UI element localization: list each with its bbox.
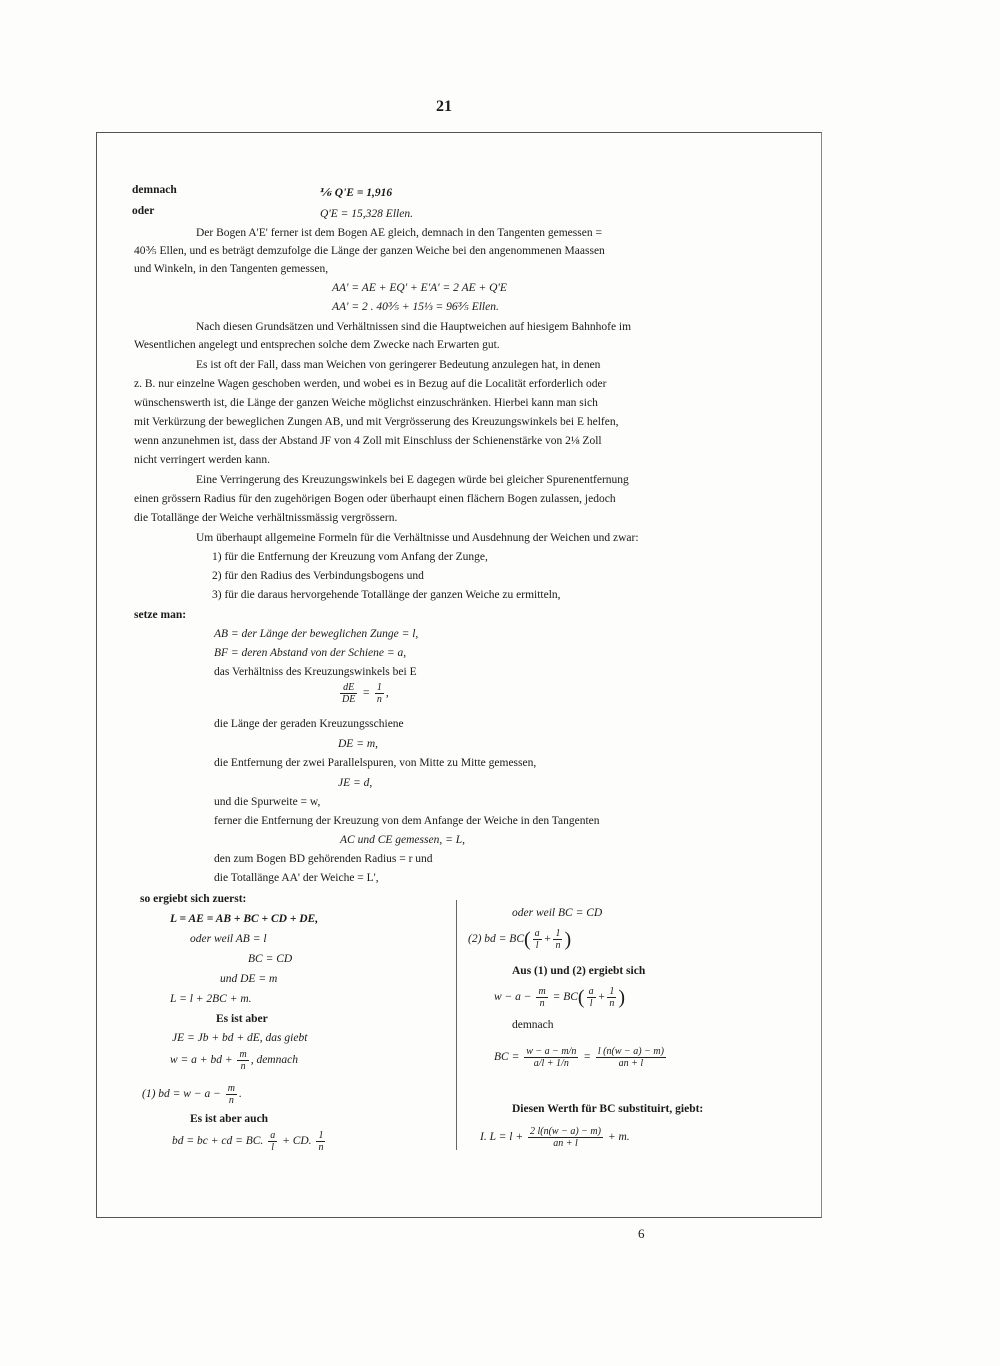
bd-fraction: $\frac{m}{n}$ [227,1083,235,1106]
a-over-l-fraction-right: $\frac{a}{l}$ [534,928,540,951]
eq-i-l: I. L = l + $\frac{2 l(n(w - a) - m)}{an + l}$ + m. [480,1126,630,1149]
eq-l-2bc: L = l + 2BC + m. [170,993,252,1005]
def-ac-ce: AC und CE gemessen, = L, [340,834,465,846]
eq-oder-weil-bc: oder weil BC = CD [512,907,603,919]
text-es-ist-aber: Es ist aber [216,1013,268,1025]
def-ratio-formula: $\frac{dE}{DE}$ = $\frac{1}{n}$ , [342,682,389,705]
def-ratio-text: das Verhältniss des Kreuzungswinkels bei E [214,666,417,678]
def-spurweite: und die Spurweite = w, [214,796,321,808]
one-over-n-fraction: $\frac{1}{n}$ [318,1130,324,1153]
list-item-3: 3) für die daraus hervorgehende Totallänge der ganzen Weiche zu ermitteln, [212,589,561,601]
def-bf: BF = deren Abstand von der Schiene = a, [214,647,407,659]
page-number: 21 [436,98,452,115]
text-aus-1-und-2: Aus (1) und (2) ergiebt sich [512,965,646,977]
def-de: DE = m, [338,738,379,750]
list-item-2: 2) für den Radius des Verbindungsbogens und [212,570,424,582]
eq-2-bd: (2) bd = BC( $\frac{a}{l}$ + $\frac{1}{n}$ ) [468,928,572,951]
label-demnach: demnach [132,184,177,196]
para5: Um überhaupt allgemeine Formeln für die Verhältnisse und Ausdehnung der Weichen und zwar: [196,532,639,544]
text-diesen-werth: Diesen Werth für BC substituirt, giebt: [512,1103,704,1115]
def-totallaenge: die Totallänge AA' der Weiche = L', [214,872,379,884]
so-ergiebt: so ergiebt sich zuerst: [140,893,247,905]
eq-l-sum: L = AE = AB + BC + CD + DE, [170,913,319,925]
para2-line1: Nach diesen Grundsätzen und Verhältnissen sind die Hauptweichen auf hiesigem Bahnhofe im [196,321,632,333]
eq-bd-bc-cd: bd = bc + cd = BC. $\frac{a}{l}$ + CD. $\frac{1}{n}$ [172,1130,324,1153]
para3-line1: Es ist oft der Fall, dass man Weichen von geringerer Bedeutung anzulegen hat, in denen [196,359,601,371]
def-entfernung: ferner die Entfernung der Kreuzung von dem Anfange der Weiche in den Tangenten [214,815,600,827]
para3-line3: wünschenswerth ist, die Länge der ganzen Weiche möglichst einzuschränken. Hierbei kann man sich [134,397,598,409]
m-over-n-fraction-right: $\frac{m}{n}$ [538,986,546,1009]
text-es-ist-aber-auch: Es ist aber auch [190,1113,269,1125]
def-ab: AB = der Länge der beweglichen Zunge = l, [214,628,419,640]
eq-oder-weil: oder weil AB = l [190,933,267,945]
para3-line6: nicht verringert werden kann. [134,454,271,466]
eq-total-2: AA' = 2 . 40⅗ + 15⅓ = 96⅗ Ellen. [332,301,499,313]
text-demnach-right: demnach [512,1019,554,1031]
eq-bc-result: BC = $\frac{w - a - m/n}{a/l + 1/n}$ = $\frac{l (n(w - a) - m)}{an + l}$ [494,1046,664,1069]
eq-w-a-m: w − a − $\frac{m}{n}$ = BC( $\frac{a}{l}$ + $\frac{1}{n}$ ) [494,986,626,1009]
a-over-l-fraction-right-2: $\frac{a}{l}$ [588,986,594,1009]
list-item-1: 1) für die Entfernung der Kreuzung vom Anfang der Zunge, [212,551,488,563]
def-radius: den zum Bogen BD gehörenden Radius = r und [214,853,433,865]
para4-line3: die Totallänge der Weiche verhältnissmässig vergrössern. [134,512,398,524]
eq-je: JE = Jb + bd + dE, das giebt [172,1032,308,1044]
formula-qe: Q'E = 15,328 Ellen. [320,208,413,220]
setze-man: setze man: [134,609,187,621]
eq-1-bd: (1) bd = w − a − $\frac{m}{n}$ . [142,1083,242,1106]
bc-fraction-right: $\frac{l (n(w - a) - m)}{an + l}$ [597,1046,664,1069]
l-fraction: $\frac{2 l(n(w - a) - m)}{an + l}$ [529,1126,601,1149]
para1-line3: und Winkeln, in den Tangenten gemessen, [134,263,329,275]
para4-line2: einen grössern Radius für den zugehörigen Bogen oder überhaupt einen flächern Bogen zulassen, jedoch [134,493,616,505]
para1-line2: 40⅗ Ellen, und es beträgt demzufolge die Länge der ganzen Weiche bei den angenommenen Maassen [134,245,605,257]
eq-bc-cd: BC = CD [248,953,293,965]
def-je: JE = d, [338,777,373,789]
para4-line1: Eine Verringerung des Kreuzungswinkels bei E dagegen würde bei gleicher Spurenentfernung [196,474,629,486]
column-divider [456,900,457,1150]
def-kreuzungsschiene: die Länge der geraden Kreuzungsschiene [214,718,404,730]
one-over-n-fraction-right-2: $\frac{1}{n}$ [609,986,615,1009]
para3-line2: z. B. nur einzelne Wagen geschoben werden, und wobei es in Bezug auf die Localität erforderlich oder [134,378,607,390]
eq-total-1: AA' = AE + EQ' + E'A' = 2 AE + Q'E [332,282,507,294]
def-parallelspuren: die Entfernung der zwei Parallelspuren, von Mitte zu Mitte gemessen, [214,757,537,769]
para2-line2: Wesentlichen angelegt und entsprechen solche dem Zwecke nach Erwarten gut. [134,339,500,351]
para3-line4: mit Verkürzung der beweglichen Zungen AB, und mit Vergrösserung des Kreuzungswinkels bei E helfen, [134,416,619,428]
para1-line1: Der Bogen A'E' ferner ist dem Bogen AE gleich, demnach in den Tangenten gemessen = [196,227,602,239]
eq-de-m: und DE = m [220,973,278,985]
ratio-value-fraction: $\frac{1}{n}$ [376,682,382,705]
formula-qe-sixth: ⅙ Q'E = 1,916 [320,187,393,199]
para3-line5: wenn anzunehmen ist, dass der Abstand JF von 4 Zoll mit Einschluss der Schienenstärke von 2⅛ Zoll [134,435,602,447]
ratio-fraction: $\frac{dE}{DE}$ [342,682,356,705]
w-fraction: $\frac{m}{n}$ [239,1049,247,1072]
signature-mark: 6 [638,1226,645,1241]
label-oder: oder [132,205,155,217]
a-over-l-fraction: $\frac{a}{l}$ [270,1130,276,1153]
one-over-n-fraction-right: $\frac{1}{n}$ [555,928,561,951]
eq-w: w = a + bd + $\frac{m}{n}$ , demnach [170,1049,298,1072]
bc-fraction-left: $\frac{w - a - m/n}{a/l + 1/n}$ [526,1046,577,1069]
